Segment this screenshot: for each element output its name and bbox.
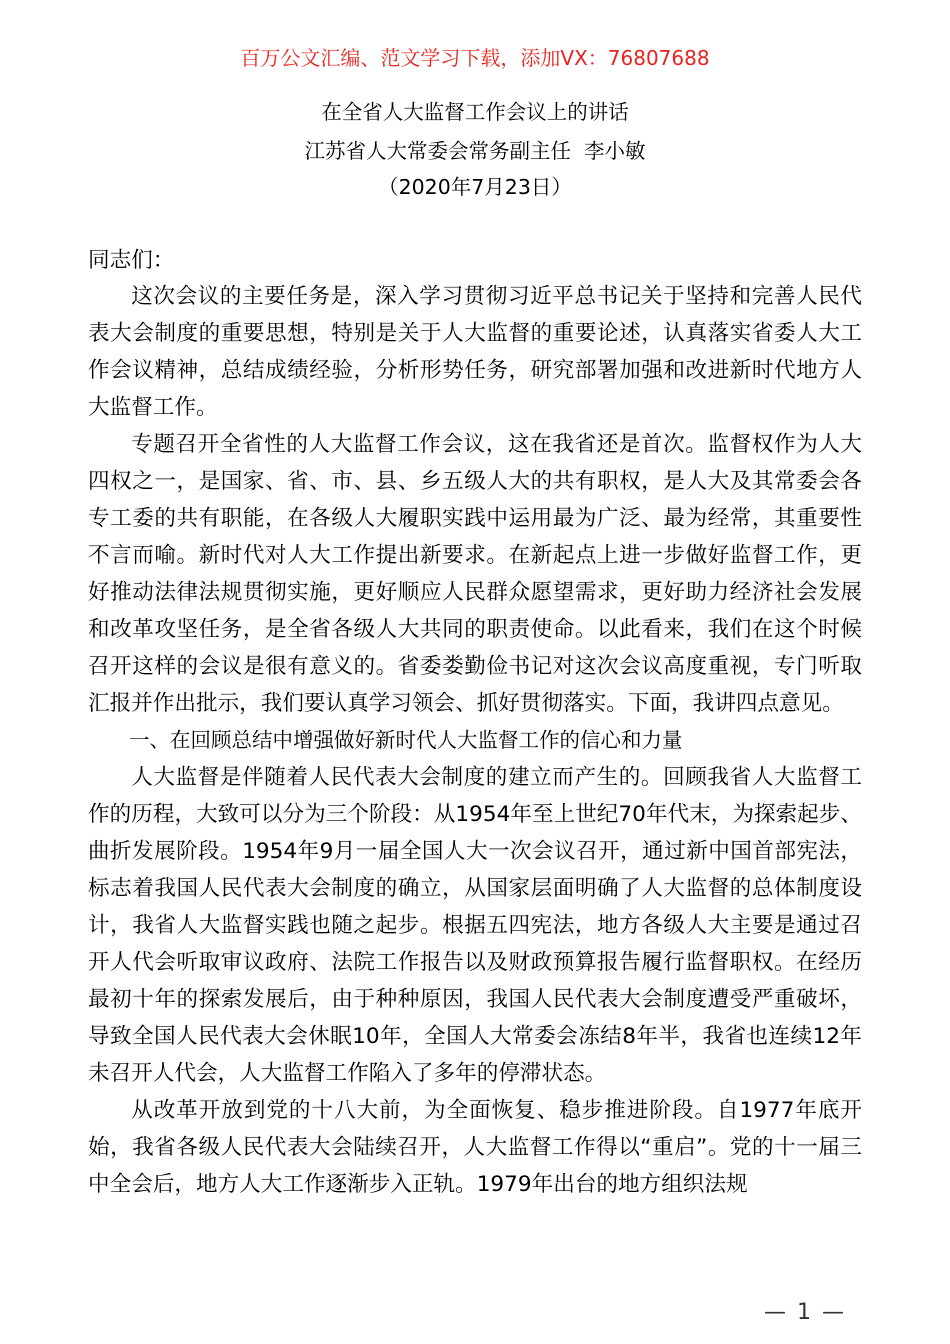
paragraph-background: 专题召开全省性的人大监督工作会议，这在我省还是首次。监督权作为人大四权之一，是国家、省、市、县、乡五级人大的共有职权，是人大及其常委会各专工委的共有职能，在各级人大履职实践中运用最为广泛、最为经常，其重要性不言而喻。新时代对人大工作提出新要求。在新起点上进一步做好监督工作，更好推动法律法规贯彻实施，更好顺应人民群众愿望需求，更好助力经济社会发展和改革攻坚任务，是全省各级人大共同的职责使命。以此看来，我们在这个时候召开这样的会议是很有意义的。省委娄勤俭书记对这次会议高度重视，专门听取汇报并作出批示，我们要认真学习领会、抓好贯彻落实。下面，我讲四点意见。	[88, 432, 862, 716]
speech-title: 在全省人大监督工作会议上的讲话	[321, 100, 629, 124]
page-number: — 1 —	[764, 1300, 846, 1325]
section-heading-1: 一、在回顾总结中增强做好新时代人大监督工作的信心和力量	[129, 728, 683, 752]
speech-date: （2020年7月23日）	[378, 175, 572, 199]
paragraph-history-stage-2: 从改革开放到党的十八大前，为全面恢复、稳步推进阶段。自1977年底开始，我省各级人民代表大会陆续召开，人大监督工作得以“重启”。党的十一届三中全会后，地方人大工作逐渐步入正轨。1979年出台的地方组织法规	[88, 1098, 862, 1197]
paragraph-intro: 这次会议的主要任务是，深入学习贯彻习近平总书记关于坚持和完善人民代表大会制度的重要思想，特别是关于人大监督的重要论述，认真落实省委人大工作会议精神，总结成绩经验，分析形势任务，研究部署加强和改进新时代地方人大监督工作。	[88, 284, 862, 420]
speaker-line: 江苏省人大常委会常务副主任 李小敏	[304, 139, 646, 163]
promo-banner: 百万公文汇编、范文学习下载，添加VX：76807688	[240, 46, 710, 70]
greeting: 同志们：	[88, 248, 175, 273]
paragraph-history-stage-1: 人大监督是伴随着人民代表大会制度的建立而产生的。回顾我省人大监督工作的历程，大致可以分为三个阶段：从1954年至上世纪70年代末，为探索起步、曲折发展阶段。1954年9月一届全国人大一次会议召开，通过新中国首部宪法，标志着我国人民代表大会制度的确立，从国家层面明确了人大监督的总体制度设计，我省人大监督实践也随之起步。根据五四宪法，地方各级人大主要是通过召开人代会听取审议政府、法院工作报告以及财政预算报告履行监督职权。在经历最初十年的探索发展后，由于种种原因，我国人民代表大会制度遭受严重破坏，导致全国人民代表大会休眠10年，全国人大常委会冻结8年半，我省也连续12年未召开人代会，人大监督工作陷入了多年的停滞状态。	[88, 765, 862, 1086]
speech-body	[88, 278, 862, 1203]
